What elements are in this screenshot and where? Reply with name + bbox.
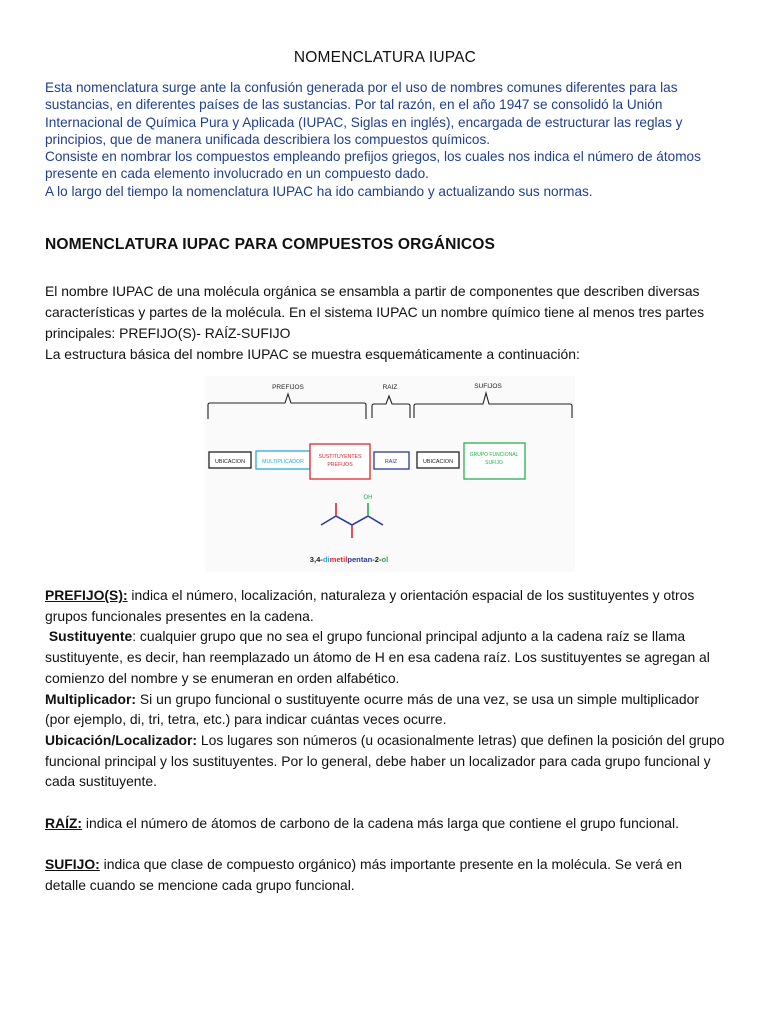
box-sustituyentes-line2: PREFIJOS: [327, 462, 353, 468]
brace-raiz: [372, 396, 410, 418]
iupac-structure-figure: [205, 376, 575, 572]
box-raiz-label: RAIZ: [384, 459, 398, 465]
box-sustituyentes-line1: SUSTITUYENTES: [318, 454, 362, 460]
compound-name-substituent: metil: [329, 555, 348, 564]
box-grupo-funcional-line2: SUFIJO: [485, 460, 503, 466]
box-multiplicador-label: MULTIPLICADOR: [262, 459, 304, 465]
brace-sufijos: [414, 393, 572, 418]
compound-name-root: pentan: [347, 555, 373, 564]
def-ubicacion: [45, 730, 725, 792]
def-multiplicador-text: Si un grupo funcional o sustituyente ocurre más de una vez, se usa un simple multiplicador (por ejemplo, di, tri, tetra, etc.) para indicar cuántas veces ocurre.: [45, 690, 699, 728]
body-block: [45, 281, 725, 365]
def-raiz-label: RAÍZ:: [45, 814, 83, 831]
intro-paragraph-3: A lo largo del tiempo la nomenclatura IUPAC ha ido cambiando y actualizando sus normas.: [45, 183, 593, 199]
def-sustituyente-text: : cualquier grupo que no sea el grupo funcional principal adjunto a la cadena raíz se llama sustituyente, es decir, han reemplazado un átomo de H en esa cadena raíz. Los sustituyentes se agregan al comienzo del nombre y se enumeran en orden alfabético.: [45, 628, 710, 686]
compound-name-suffix: ol: [381, 555, 389, 564]
group-label-sufijos: SUFIJOS: [474, 383, 502, 390]
def-sufijo: [45, 854, 725, 895]
iupac-diagram: [205, 376, 575, 572]
def-sufijo-label: SUFIJO:: [45, 856, 100, 873]
molecule-chain: [321, 516, 383, 525]
def-sustituyente: [45, 626, 725, 688]
intro-paragraph-1: Esta nomenclatura surge ante la confusión generada por el uso de nombres comunes diferentes para las sustancias, en diferentes países de las sustancias. Por tal razón, en el año 1947 se consolidó la Unión Internacional de Química Pura y Aplicada (IUPAC, Siglas en inglés), encargada de estructurar las reglas y principios, que de manera unificada describiera los compuestos químicos.: [45, 80, 683, 147]
box-ubicacion-right-label: UBICACION: [423, 459, 453, 465]
def-raiz: [45, 813, 725, 834]
def-sustituyente-label: Sustituyente: [48, 628, 133, 645]
body-paragraph-2: La estructura básica del nombre IUPAC se muestra esquemáticamente a continuación:: [45, 346, 580, 362]
body-paragraph-1: El nombre IUPAC de una molécula orgánica se ensambla a partir de componentes que describen diversas características y partes de la molécula. En el sistema IUPAC un nombre químico tiene al menos tres partes principales: PREFIJO(S)- RAÍZ-SUFIJO: [45, 283, 705, 341]
document-title: NOMENCLATURA IUPAC: [293, 49, 477, 66]
def-multiplicador-label: Multiplicador:: [45, 690, 137, 707]
compound-name: [310, 555, 389, 564]
def-prefijo-label: PREFIJO(S):: [45, 587, 128, 603]
intro-paragraph-2: Consiste en nombrar los compuestos empleando prefijos griegos, los cuales nos indica el número de átomos presente en cada elemento involucrado en un compuesto dado.: [45, 149, 701, 182]
group-label-raiz: RAIZ: [382, 384, 398, 391]
brace-prefijos: [208, 394, 366, 419]
compound-name-locants: 3,4-: [309, 555, 323, 564]
def-ubicacion-text: Los lugares son números (u ocasionalmente letras) que definen la posición del grupo funcional principal y los sustituyentes. Por lo general, debe haber un localizador para cada grupo funcional y cada sustituyente.: [45, 731, 725, 790]
compound-name-locant-2: -2-: [372, 555, 382, 564]
spacer: [45, 833, 725, 854]
oh-label: OH: [363, 495, 373, 501]
section-heading: NOMENCLATURA IUPAC PARA COMPUESTOS ORGÁNICOS: [45, 236, 495, 253]
compound-name-multiplier: di: [322, 555, 330, 564]
box-grupo-funcional-line1: GRUPO FUNCIONAL: [469, 452, 519, 458]
def-raiz-text: indica el número de átomos de carbono de la cadena más larga que contiene el grupo funcional.: [82, 814, 679, 831]
def-ubicacion-label: Ubicación/Localizador:: [45, 731, 198, 748]
def-sufijo-text: indica que clase de compuesto orgánico) más importante presente en la molécula. Se verá en detalle cuando se mencione cada grupo funcional.: [45, 856, 682, 893]
spacer: [45, 792, 725, 813]
def-prefijo-text: indica el número, localización, naturaleza y orientación espacial de los sustituyentes y otros grupos funcionales presentes en la cadena.: [45, 587, 695, 624]
group-label-prefijos: PREFIJOS: [272, 384, 304, 391]
definitions-block: [45, 585, 725, 896]
box-ubicacion-left-label: UBICACION: [215, 459, 245, 465]
def-prefijo: [45, 585, 725, 626]
intro-block: [45, 79, 725, 200]
def-multiplicador: [45, 689, 725, 730]
